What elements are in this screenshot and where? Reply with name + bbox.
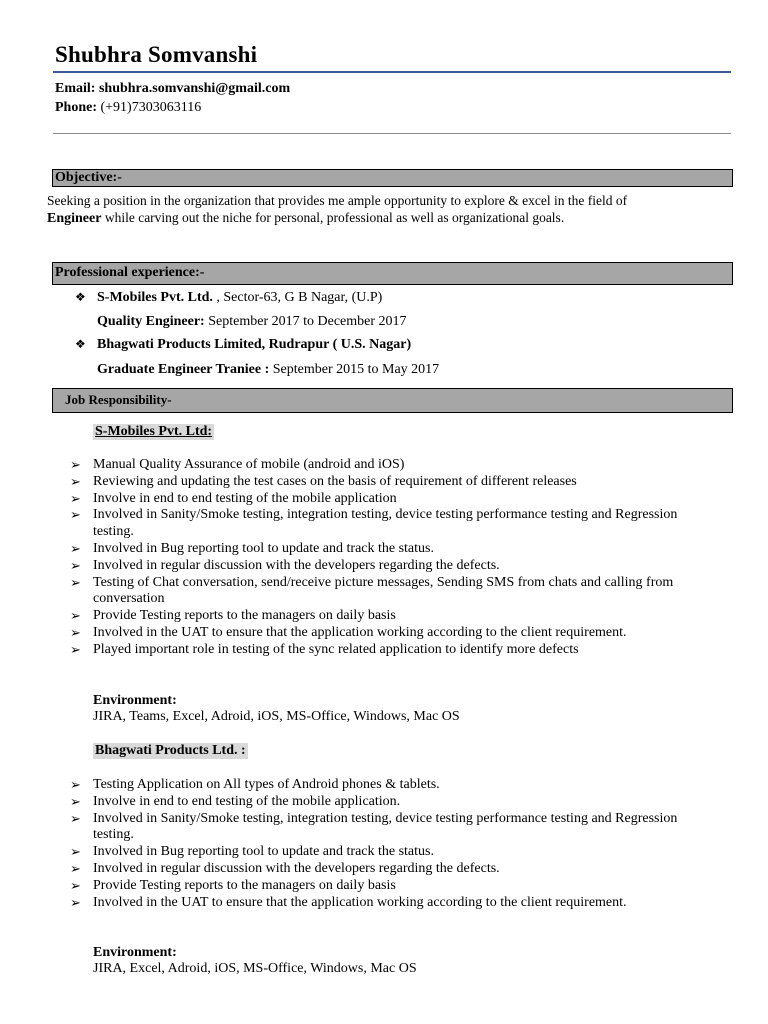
list-item [70, 457, 680, 474]
environment-value-2: JIRA, Excel, Adroid, iOS, MS-Office, Windows, Mac OS [93, 961, 417, 976]
objective-line-2 [47, 209, 737, 227]
list-item-text: Testing of Chat conversation, send/receive picture messages, Sending SMS from chats and calling from conversation [93, 574, 674, 607]
list-item-text: Involved in the UAT to ensure that the application working according to the client requirement. [93, 624, 627, 640]
list-item [70, 541, 680, 558]
list-item [70, 777, 680, 794]
list-item [70, 625, 680, 642]
list-item [70, 608, 680, 625]
company-name: S-Mobiles Pvt. Ltd. [97, 290, 213, 305]
arrow-bullet-icon: ➢ [70, 490, 81, 506]
arrow-bullet-icon: ➢ [70, 457, 81, 472]
list-item [70, 844, 680, 861]
arrow-bullet-icon: ➢ [70, 540, 81, 556]
phone-label: Phone: [55, 100, 97, 115]
list-item [70, 491, 680, 508]
company-address: , Sector-63, G B Nagar, (U.P) [212, 290, 383, 305]
environment-label-1: Environment: [93, 693, 177, 708]
objective-heading: Objective:- [52, 169, 733, 187]
list-item [70, 507, 680, 541]
arrow-bullet-icon: ➢ [70, 810, 81, 826]
list-item [70, 878, 680, 895]
header-rule [53, 71, 731, 73]
experience-role-2 [97, 361, 439, 378]
list-item [70, 575, 680, 609]
objective-text [47, 192, 737, 227]
role-title: Quality Engineer: [97, 314, 205, 329]
role-dates: September 2015 to May 2017 [269, 362, 440, 377]
objective-line-2-rest: while carving out the niche for personal, professional as well as organizational goals. [101, 210, 565, 225]
responsibility-heading: Job Responsibility- [52, 388, 733, 413]
arrow-bullet-icon: ➢ [70, 641, 81, 657]
role-dates: September 2017 to December 2017 [204, 314, 407, 329]
experience-company-2 [97, 336, 411, 353]
arrow-bullet-icon: ➢ [70, 860, 81, 876]
arrow-bullet-icon: ➢ [70, 507, 81, 523]
responsibility-list-1 [70, 457, 680, 659]
arrow-bullet-icon: ➢ [70, 844, 81, 860]
list-item [70, 558, 680, 575]
list-item-text: Played important role in testing of the sync related application to identify more defects [93, 641, 579, 657]
divider [53, 133, 731, 134]
environment-value-1: JIRA, Teams, Excel, Adroid, iOS, MS-Office, Windows, Mac OS [93, 709, 460, 724]
list-item [70, 474, 680, 491]
arrow-bullet-icon: ➢ [70, 793, 81, 809]
list-item-text: Involved in Sanity/Smoke testing, integration testing, device testing performance testing and Regression testing. [93, 810, 678, 843]
list-item [70, 861, 680, 878]
list-item-text: Involve in end to end testing of the mobile application [93, 490, 397, 506]
list-item-text: Involve in end to end testing of the mobile application. [93, 793, 401, 809]
company-subheading-2: Bhagwati Products Ltd. : [95, 743, 246, 758]
email-line [55, 80, 290, 97]
responsibility-list-2 [70, 777, 680, 911]
phone-line [55, 99, 201, 116]
list-item [70, 794, 680, 811]
arrow-bullet-icon: ➢ [70, 574, 81, 590]
role-title: Graduate Engineer Traniee : [97, 362, 270, 377]
diamond-bullet-icon: ❖ [75, 337, 86, 351]
experience-company-1 [97, 289, 382, 306]
arrow-bullet-icon: ➢ [70, 624, 81, 640]
diamond-bullet-icon: ❖ [75, 290, 86, 304]
arrow-bullet-icon: ➢ [70, 777, 81, 792]
objective-line-1: Seeking a position in the organization that provides me ample opportunity to explore & excel in the field of [47, 193, 628, 208]
email-label: Email: [55, 81, 96, 96]
list-item-text: Testing Application on All types of Android phones & tablets. [93, 777, 440, 792]
phone-value: (+91)7303063116 [100, 100, 202, 115]
list-item [70, 811, 680, 845]
experience-heading: Professional experience:- [52, 262, 733, 285]
list-item [70, 895, 680, 912]
environment-label-2: Environment: [93, 945, 177, 960]
email-value[interactable]: shubhra.somvanshi@gmail.com [98, 81, 291, 96]
company-subheading-1: S-Mobiles Pvt. Ltd: [95, 424, 213, 439]
list-item-text: Reviewing and updating the test cases on the basis of requirement of different releases [93, 473, 577, 489]
list-item-text: Involved in Bug reporting tool to update and track the status. [93, 540, 434, 556]
company-name: Bhagwati Products Limited, Rudrapur ( U.S. Nagar) [97, 337, 412, 352]
arrow-bullet-icon: ➢ [70, 473, 81, 489]
list-item-text: Involved in Bug reporting tool to update and track the status. [93, 844, 434, 860]
arrow-bullet-icon: ➢ [70, 877, 81, 893]
list-item-text: Involved in Sanity/Smoke testing, integration testing, device testing performance testing and Regression testing. [93, 507, 678, 540]
list-item-text: Provide Testing reports to the managers on daily basis [93, 608, 396, 624]
arrow-bullet-icon: ➢ [70, 557, 81, 573]
list-item-text: Involved in regular discussion with the developers regarding the defects. [93, 557, 500, 573]
experience-role-1 [97, 313, 407, 330]
objective-field: Engineer [47, 211, 102, 226]
arrow-bullet-icon: ➢ [70, 894, 81, 910]
list-item-text: Involved in the UAT to ensure that the application working according to the client requirement. [93, 894, 627, 910]
list-item-text: Involved in regular discussion with the developers regarding the defects. [93, 860, 500, 876]
list-item [70, 642, 680, 659]
arrow-bullet-icon: ➢ [70, 608, 81, 624]
list-item-text: Provide Testing reports to the managers on daily basis [93, 877, 396, 893]
list-item-text: Manual Quality Assurance of mobile (android and iOS) [93, 457, 405, 472]
candidate-name: Shubhra Somvanshi [55, 42, 258, 67]
